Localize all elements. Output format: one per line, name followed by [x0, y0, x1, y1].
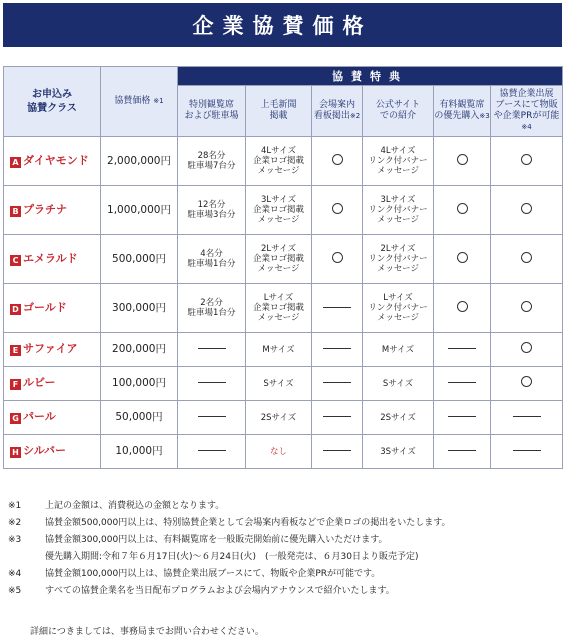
benefit-cell — [363, 284, 434, 333]
table-row — [4, 401, 563, 435]
benefit-cell — [434, 333, 491, 367]
sponsor-class-cell — [4, 435, 101, 469]
benefit-cell — [434, 284, 491, 333]
benefit-cell — [312, 435, 363, 469]
circle-mark-icon — [521, 252, 532, 263]
footnote-mark: ※3 — [8, 535, 22, 545]
table-row — [4, 333, 563, 367]
circle-mark-icon — [521, 203, 532, 214]
dash-mark-icon — [323, 348, 351, 349]
sponsor-class-cell — [4, 186, 101, 235]
benefit-column-label: 特別観覧席 および駐車場 — [184, 100, 239, 121]
price-cell: 2,000,000円 — [101, 137, 178, 186]
dash-mark-icon — [198, 348, 226, 349]
dash-mark-icon — [198, 382, 226, 383]
benefit-cell — [312, 137, 363, 186]
footnote-text: 上記の金額は、消費税込の金額となります。 — [45, 501, 225, 511]
sponsorship-price-table — [3, 66, 563, 469]
sponsor-class-cell — [4, 367, 101, 401]
sponsor-class-cell — [4, 333, 101, 367]
benefit-cell — [434, 186, 491, 235]
dash-mark-icon — [198, 450, 226, 451]
dash-mark-icon — [513, 450, 541, 451]
benefit-text: 12名分 駐車場3台分 — [187, 200, 236, 220]
table-row — [4, 137, 563, 186]
benefit-cell — [434, 435, 491, 469]
table-row — [4, 367, 563, 401]
footnote-row — [8, 515, 560, 532]
dash-mark-icon — [323, 450, 351, 451]
benefits-header: 協賛特典 — [178, 67, 563, 86]
footnote-text: 協賛金額300,000円以上は、有料観覧席を一般販売開始前に優先購入いただけます。 — [45, 535, 388, 545]
class-letter-badge: D — [10, 304, 21, 315]
class-letter-badge: G — [10, 413, 21, 424]
footnote-ref: ※3 — [479, 112, 490, 120]
benefit-cell — [363, 401, 434, 435]
sponsor-class-cell — [4, 137, 101, 186]
circle-mark-icon — [457, 301, 468, 312]
class-name: ダイヤモンド — [23, 153, 89, 167]
benefit-cell — [491, 435, 563, 469]
price-cell: 500,000円 — [101, 235, 178, 284]
dash-mark-icon — [448, 416, 476, 417]
circle-mark-icon — [332, 154, 343, 165]
circle-mark-icon — [521, 342, 532, 353]
class-letter-badge: F — [10, 379, 21, 390]
benefit-cell — [312, 367, 363, 401]
benefit-cell — [246, 333, 312, 367]
benefit-cell — [246, 284, 312, 333]
benefit-column-label: 公式サイト での紹介 — [375, 100, 421, 121]
dash-mark-icon — [448, 382, 476, 383]
dash-mark-icon — [323, 382, 351, 383]
class-name: ルビー — [23, 376, 56, 389]
benefit-cell — [178, 137, 246, 186]
footnote-mark: ※4 — [8, 569, 22, 579]
benefit-text: 3Lサイズ 企業ロゴ掲載 メッセージ — [252, 195, 304, 225]
footnote-text: 協賛金額500,000円以上は、特別協賛企業として会場案内看板などで企業ロゴの掲出をいたします。 — [45, 518, 451, 528]
footnotes — [8, 498, 560, 600]
benefit-column-header — [312, 86, 363, 137]
table-row — [4, 235, 563, 284]
benefit-cell — [491, 367, 563, 401]
sponsor-class-cell — [4, 401, 101, 435]
table-row — [4, 186, 563, 235]
price-cell: 10,000円 — [101, 435, 178, 469]
benefit-cell — [434, 137, 491, 186]
benefit-cell — [363, 186, 434, 235]
benefit-cell — [246, 401, 312, 435]
benefit-text: Mサイズ — [262, 344, 295, 355]
benefit-column-label: 協賛企業出展 ブースにて物販 や企業PRが可能 — [493, 89, 560, 121]
benefit-column-header — [491, 86, 563, 137]
footnote-row — [8, 532, 560, 549]
class-letter-badge: E — [10, 345, 21, 356]
benefit-cell — [363, 435, 434, 469]
class-name: エメラルド — [23, 251, 78, 265]
benefit-text: 2Sサイズ — [380, 412, 416, 423]
footnote-text: 協賛金額100,000円以上は、協賛企業出展ブースにて、物販や企業PRが可能です。 — [45, 569, 381, 579]
circle-mark-icon — [457, 203, 468, 214]
benefit-cell — [491, 186, 563, 235]
footnote-row — [8, 583, 560, 600]
benefit-cell — [434, 401, 491, 435]
benefit-text: 2Sサイズ — [260, 412, 297, 423]
price-cell: 100,000円 — [101, 367, 178, 401]
benefit-cell — [178, 435, 246, 469]
benefit-cell — [246, 186, 312, 235]
benefit-cell — [363, 137, 434, 186]
benefit-cell — [491, 401, 563, 435]
benefit-text: Lサイズ リンク付バナー メッセージ — [368, 293, 428, 323]
benefit-cell — [312, 333, 363, 367]
benefit-text: 4Lサイズ 企業ロゴ掲載 メッセージ — [252, 146, 304, 176]
benefit-cell — [363, 235, 434, 284]
class-letter-badge: B — [10, 206, 21, 217]
class-column-label: お申込み 協賛クラス — [27, 88, 77, 114]
footnote-mark — [8, 549, 45, 566]
benefit-column-header — [178, 86, 246, 137]
dash-mark-icon — [513, 416, 541, 417]
benefit-text: Mサイズ — [381, 344, 415, 355]
footnote-mark: ※1 — [8, 501, 22, 511]
sponsor-class-cell — [4, 284, 101, 333]
benefit-cell — [178, 401, 246, 435]
benefit-cell — [178, 367, 246, 401]
circle-mark-icon — [332, 252, 343, 263]
footnote-text: すべての協賛企業名を当日配布プログラムおよび会場内アナウンスで紹介いたします。 — [45, 586, 395, 596]
page-title: 企業協賛価格 — [192, 14, 373, 38]
benefit-text: 3Sサイズ — [380, 446, 416, 457]
benefit-cell — [312, 284, 363, 333]
benefit-text: Sサイズ — [263, 378, 294, 389]
circle-mark-icon — [521, 376, 532, 387]
dash-mark-icon — [323, 416, 351, 417]
class-name: サファイア — [23, 342, 78, 355]
benefit-cell — [246, 367, 312, 401]
benefit-text: 2Lサイズ 企業ロゴ掲載 メッセージ — [252, 244, 304, 274]
footnote-mark: ※5 — [8, 586, 22, 596]
footnote-text: 優先購入期間:令和７年６月17日(火)～６月24日(火) (一般発売は、６月30日より販売予定) — [45, 552, 419, 562]
circle-mark-icon — [332, 203, 343, 214]
class-name: シルバー — [23, 444, 66, 457]
price-cell: 50,000円 — [101, 401, 178, 435]
price-cell: 200,000円 — [101, 333, 178, 367]
benefit-column-header — [434, 86, 491, 137]
circle-mark-icon — [521, 301, 532, 312]
benefit-text: 2Lサイズ リンク付バナー メッセージ — [368, 244, 428, 274]
benefit-cell — [312, 186, 363, 235]
footnote-row — [8, 566, 560, 583]
footnote-row — [8, 498, 560, 515]
benefit-text: なし — [269, 446, 287, 457]
benefit-cell — [246, 435, 312, 469]
benefit-column-header — [246, 86, 312, 137]
benefit-cell — [312, 235, 363, 284]
dash-mark-icon — [448, 450, 476, 451]
benefit-text: 28名分 駐車場7台分 — [187, 151, 236, 171]
benefit-cell — [312, 401, 363, 435]
class-name: ゴールド — [23, 300, 67, 314]
benefit-cell — [178, 235, 246, 284]
benefit-cell — [363, 333, 434, 367]
benefit-cell — [434, 235, 491, 284]
footnote-mark: ※2 — [8, 518, 22, 528]
benefit-text: Lサイズ 企業ロゴ掲載 メッセージ — [252, 293, 304, 323]
benefit-cell — [491, 137, 563, 186]
benefit-cell — [434, 367, 491, 401]
benefit-column-label: 有料観覧席 の優先購入 — [434, 100, 485, 121]
footnote-ref: ※4 — [521, 123, 532, 131]
benefit-cell — [491, 284, 563, 333]
benefit-cell — [246, 137, 312, 186]
benefit-cell — [178, 333, 246, 367]
footnote-row — [8, 549, 560, 566]
price-column-header: 協賛価格 ※1 — [101, 67, 178, 137]
table-row — [4, 284, 563, 333]
benefit-cell — [178, 284, 246, 333]
benefit-cell — [178, 186, 246, 235]
class-letter-badge: H — [10, 447, 21, 458]
benefit-cell — [363, 367, 434, 401]
benefit-text: 4Lサイズ リンク付バナー メッセージ — [368, 146, 428, 176]
benefit-text: 2名分 駐車場1台分 — [187, 298, 236, 318]
benefit-cell — [246, 235, 312, 284]
dash-mark-icon — [198, 416, 226, 417]
circle-mark-icon — [521, 154, 532, 165]
dash-mark-icon — [323, 307, 351, 308]
benefit-text: Sサイズ — [382, 378, 414, 389]
circle-mark-icon — [457, 252, 468, 263]
title-banner — [3, 3, 562, 47]
benefit-text: 4名分 駐車場1台分 — [187, 249, 236, 269]
benefit-column-label: 会場案内 看板掲出 — [313, 100, 355, 121]
class-letter-badge: C — [10, 255, 21, 266]
class-name: パール — [23, 410, 56, 423]
benefit-cell — [491, 235, 563, 284]
price-cell: 300,000円 — [101, 284, 178, 333]
benefit-text: 3Lサイズ リンク付バナー メッセージ — [368, 195, 428, 225]
table-row — [4, 435, 563, 469]
circle-mark-icon — [457, 154, 468, 165]
class-column-header — [4, 67, 101, 137]
benefit-cell — [491, 333, 563, 367]
contact-text: 詳細につきましては、事務局までお問い合わせください。 — [30, 627, 264, 637]
sponsor-class-cell — [4, 235, 101, 284]
class-letter-badge: A — [10, 157, 21, 168]
class-name: プラチナ — [23, 202, 67, 216]
dash-mark-icon — [448, 348, 476, 349]
benefit-column-header — [363, 86, 434, 137]
price-cell: 1,000,000円 — [101, 186, 178, 235]
benefit-column-label: 上毛新聞 掲載 — [260, 100, 297, 121]
footnote-ref: ※2 — [349, 112, 361, 120]
